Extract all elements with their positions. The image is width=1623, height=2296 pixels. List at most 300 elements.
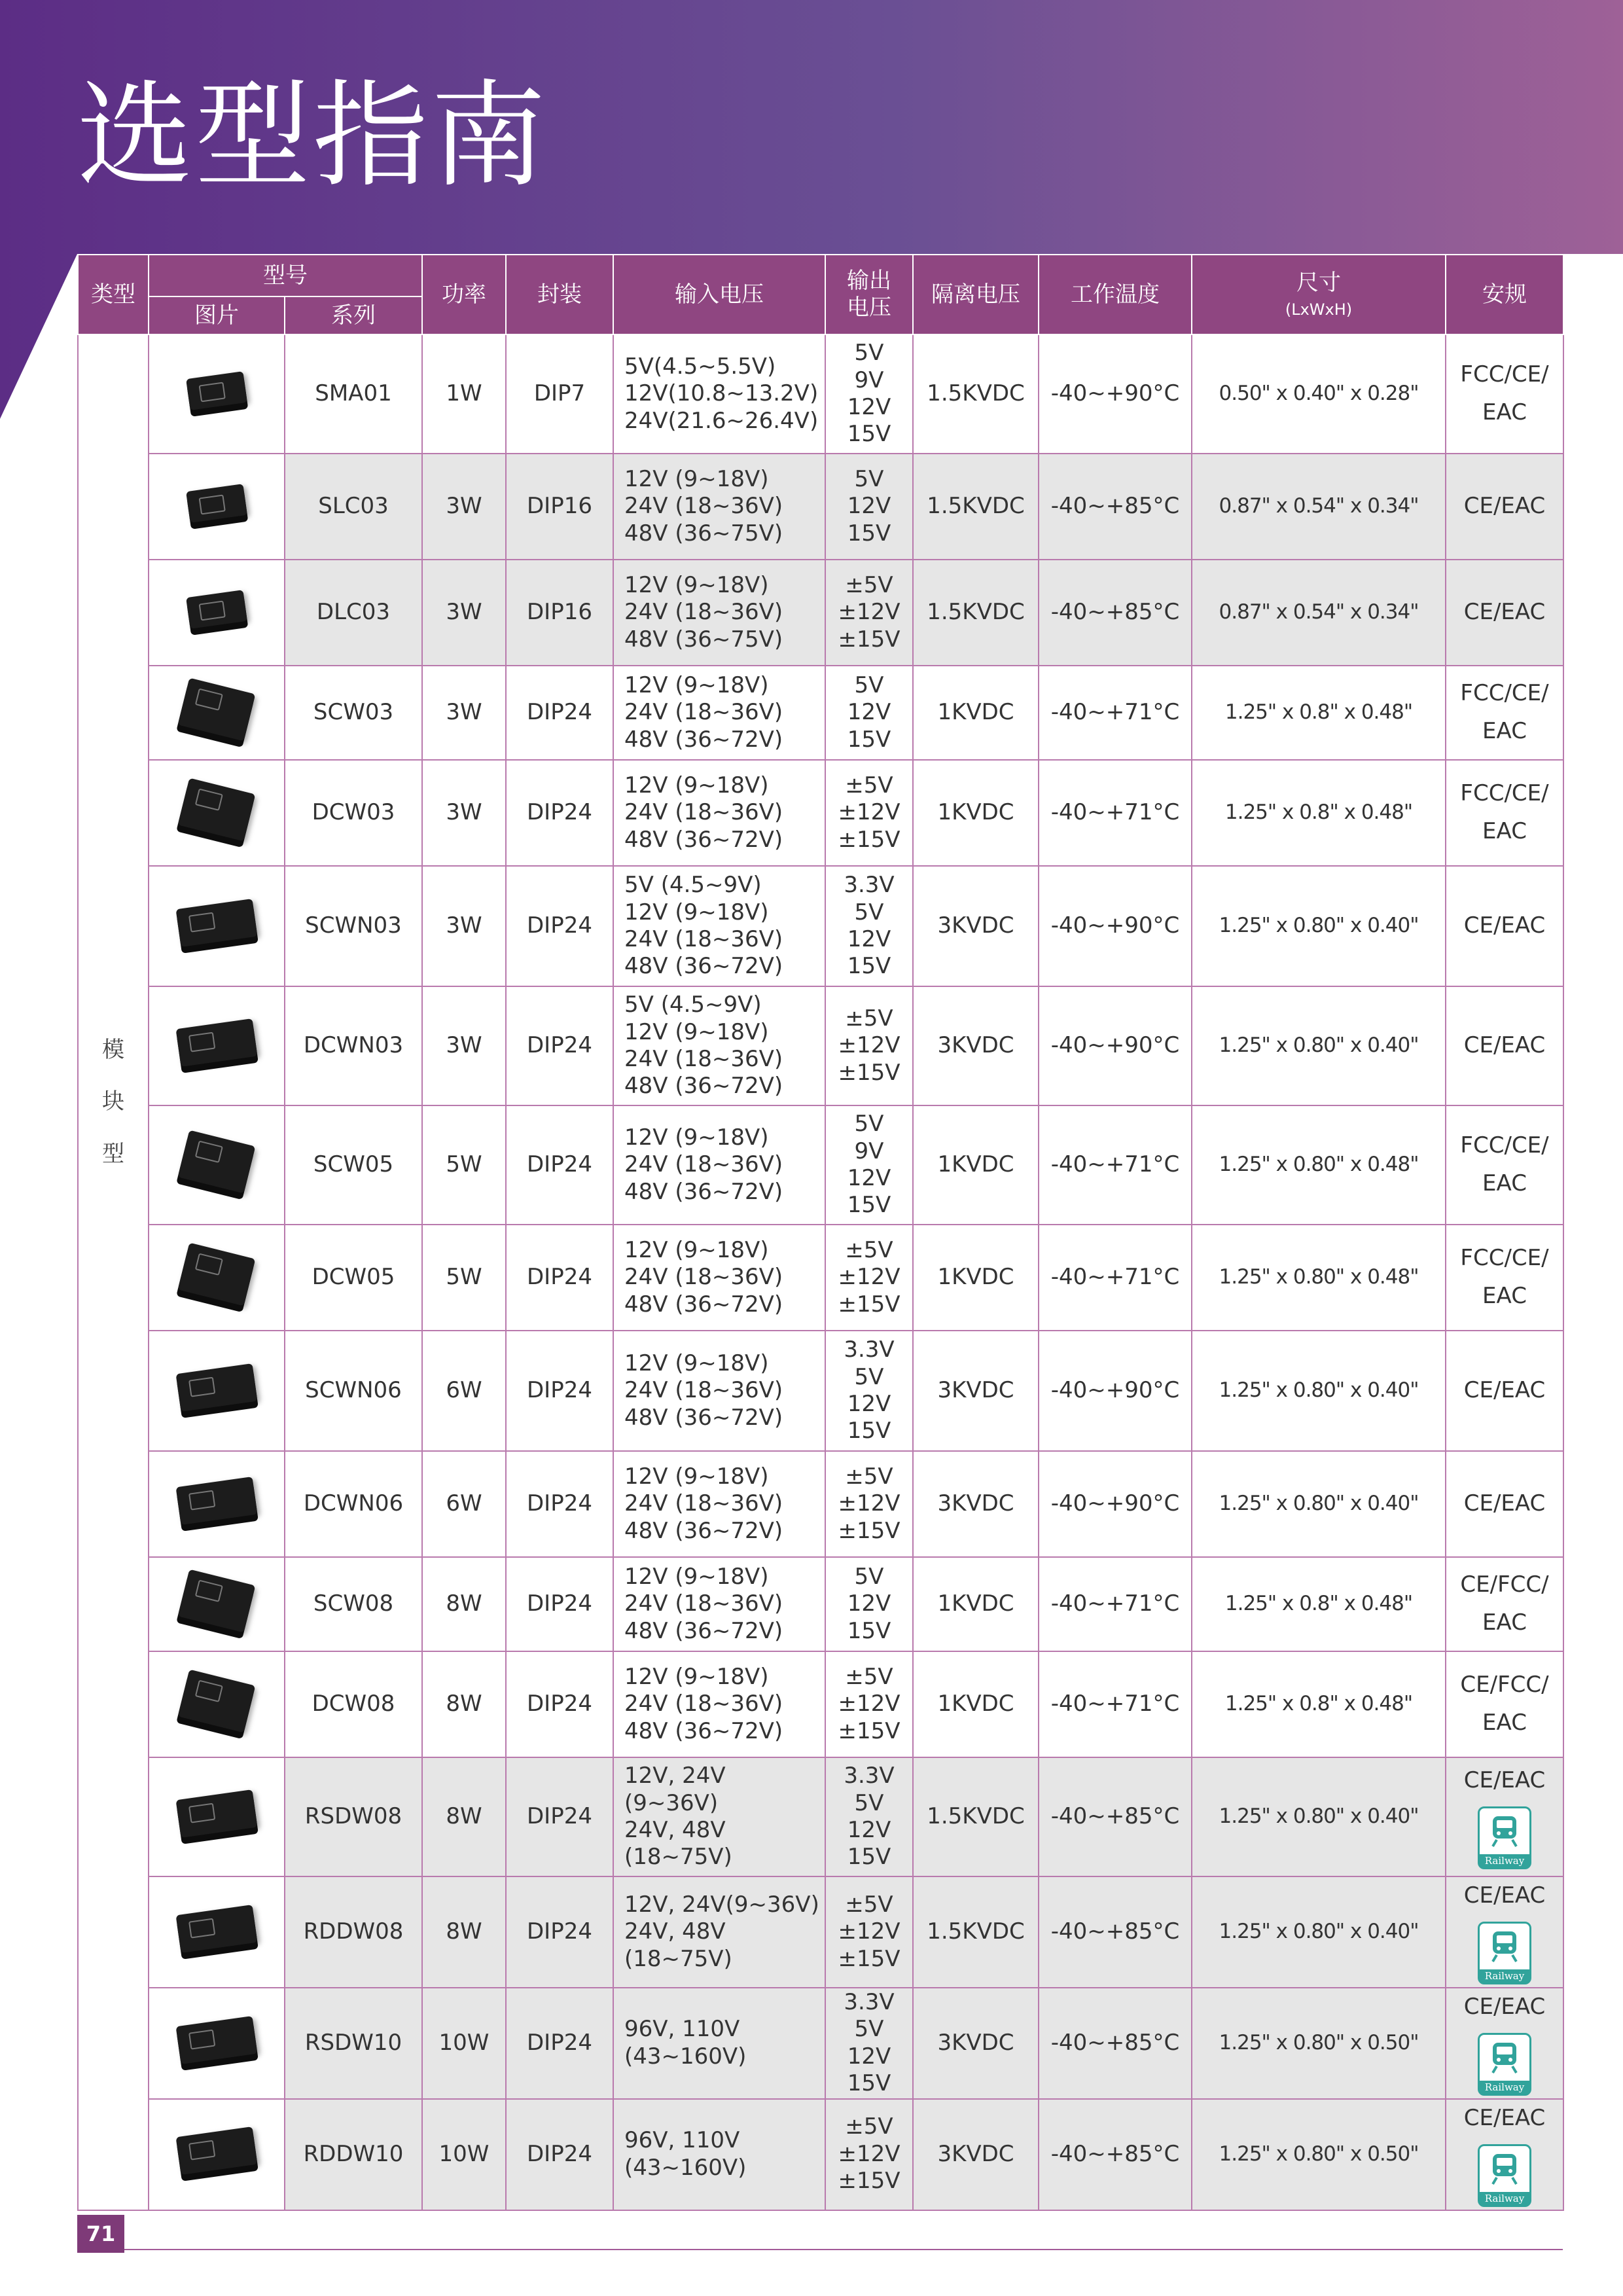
output-voltage-line: ±5V: [845, 1236, 893, 1263]
module-photo: [176, 1018, 258, 1067]
size-cell: 1.25" x 0.80" x 0.40": [1192, 1451, 1446, 1557]
input-voltage-line: 24V, 48V (18~75V): [624, 1817, 732, 1871]
power-cell: 6W: [422, 1451, 506, 1557]
temperature-cell: -40~+90°C: [1039, 1331, 1192, 1451]
safety-line: FCC/CE/: [1460, 361, 1549, 388]
output-voltage-cell: [825, 1105, 913, 1225]
product-image: [149, 454, 285, 560]
output-voltage-cell: [825, 454, 913, 560]
railway-badge: [1478, 2033, 1531, 2096]
output-voltage-cell: [825, 760, 913, 866]
safety-cell: [1446, 1988, 1563, 2099]
table-row: [78, 1105, 1563, 1225]
series-cell: DLC03: [285, 560, 422, 666]
package-cell: DIP24: [506, 986, 613, 1105]
power-cell: 8W: [422, 1876, 506, 1988]
header-size: [1192, 255, 1446, 334]
temperature-cell: -40~+90°C: [1039, 334, 1192, 454]
package-cell: DIP24: [506, 760, 613, 866]
output-voltage-line: ±12V: [838, 1032, 901, 1059]
output-voltage-line: ±15V: [838, 1717, 901, 1744]
safety-line: EAC: [1482, 818, 1527, 844]
output-voltage-line: 12V: [847, 926, 891, 952]
isolation-cell: 3KVDC: [913, 1451, 1039, 1557]
input-voltage-line: 24V (18~36V): [624, 926, 783, 952]
output-voltage-line: ±15V: [838, 626, 901, 653]
product-image: [149, 334, 285, 454]
output-voltage-cell: [825, 1331, 913, 1451]
output-voltage-line: 15V: [847, 1844, 891, 1871]
package-cell: DIP24: [506, 1557, 613, 1651]
output-voltage-line: ±15V: [838, 826, 901, 853]
temperature-cell: -40~+85°C: [1039, 2099, 1192, 2210]
header-safety: 安规: [1446, 255, 1563, 334]
isolation-cell: 1KVDC: [913, 1225, 1039, 1331]
safety-cell: [1446, 1331, 1563, 1451]
isolation-cell: 3KVDC: [913, 866, 1039, 986]
series-cell: SCW08: [285, 1557, 422, 1651]
safety-line: EAC: [1482, 399, 1527, 425]
product-image: [149, 1225, 285, 1331]
output-voltage-line: ±12V: [838, 1264, 901, 1291]
train-icon: [1489, 2041, 1520, 2075]
output-voltage-line: ±5V: [845, 1663, 893, 1690]
header-size-unit: (LxWxH): [1285, 300, 1353, 319]
table-row: [78, 1988, 1563, 2099]
temperature-cell: -40~+71°C: [1039, 1651, 1192, 1757]
safety-cell: [1446, 1105, 1563, 1225]
input-voltage-line: 5V (4.5~9V): [624, 992, 762, 1018]
module-photo: [176, 1363, 258, 1412]
product-image: [149, 2099, 285, 2210]
size-cell: 1.25" x 0.80" x 0.48": [1192, 1105, 1446, 1225]
output-voltage-cell: [825, 1557, 913, 1651]
output-voltage-line: ±5V: [845, 2113, 893, 2140]
table-row: [78, 334, 1563, 454]
series-cell: SLC03: [285, 454, 422, 560]
input-voltage-line: 48V (36~72V): [624, 726, 783, 753]
input-voltage-cell: [613, 1757, 825, 1876]
series-cell: RSDW10: [285, 1988, 422, 2099]
isolation-cell: 1KVDC: [913, 1557, 1039, 1651]
input-voltage-line: 24V(21.6~26.4V): [624, 407, 819, 434]
input-voltage-cell: [613, 866, 825, 986]
output-voltage-line: ±15V: [838, 1517, 901, 1544]
railway-label: Railway: [1480, 1854, 1529, 1867]
safety-cell: [1446, 1557, 1563, 1651]
table-row: [78, 2099, 1563, 2210]
module-photo: [176, 1789, 258, 1838]
isolation-cell: 1.5KVDC: [913, 1757, 1039, 1876]
package-cell: DIP7: [506, 334, 613, 454]
input-voltage-cell: [613, 760, 825, 866]
selection-table-container: [77, 254, 1563, 2211]
table-row: [78, 866, 1563, 986]
railway-label: Railway: [1480, 2192, 1529, 2205]
product-image: [149, 866, 285, 986]
output-voltage-line: ±12V: [838, 2140, 901, 2167]
output-voltage-line: ±5V: [845, 1891, 893, 1918]
output-voltage-line: 3.3V: [844, 1763, 895, 1789]
series-cell: SMA01: [285, 334, 422, 454]
output-voltage-line: 3.3V: [844, 1988, 895, 2015]
railway-badge: [1478, 1922, 1531, 1984]
input-voltage-cell: [613, 1557, 825, 1651]
isolation-cell: 1.5KVDC: [913, 1876, 1039, 1988]
output-voltage-line: 12V: [847, 394, 891, 420]
output-voltage-line: 5V: [854, 1363, 884, 1390]
output-voltage-line: 12V: [847, 2043, 891, 2070]
temperature-cell: -40~+85°C: [1039, 454, 1192, 560]
table-row: [78, 1331, 1563, 1451]
output-voltage-line: 5V: [854, 672, 884, 698]
size-cell: 1.25" x 0.80" x 0.48": [1192, 1225, 1446, 1331]
series-cell: RDDW08: [285, 1876, 422, 1988]
module-photo: [176, 1477, 258, 1525]
power-cell: 3W: [422, 560, 506, 666]
module-photo: [176, 2127, 258, 2176]
output-voltage-line: 12V: [847, 1391, 891, 1417]
input-voltage-line: 12V (9~18V): [624, 1124, 769, 1151]
package-cell: DIP24: [506, 666, 613, 760]
output-voltage-line: 5V: [854, 1563, 884, 1590]
output-voltage-line: ±12V: [838, 599, 901, 626]
isolation-cell: 1.5KVDC: [913, 334, 1039, 454]
train-icon: [1489, 2153, 1520, 2187]
product-image: [149, 560, 285, 666]
module-photo: [186, 371, 247, 410]
output-voltage-line: 5V: [854, 2016, 884, 2043]
input-voltage-cell: [613, 2099, 825, 2210]
module-photo: [178, 1130, 256, 1193]
series-cell: SCWN03: [285, 866, 422, 986]
input-voltage-line: 12V (9~18V): [624, 899, 769, 925]
input-voltage-line: 24V (18~36V): [624, 1490, 783, 1517]
input-voltage-line: 12V (9~18V): [624, 1463, 769, 1490]
safety-line: FCC/CE/: [1460, 780, 1549, 807]
series-cell: RSDW08: [285, 1757, 422, 1876]
output-voltage-line: 12V: [847, 1165, 891, 1191]
package-cell: DIP24: [506, 1651, 613, 1757]
input-voltage-line: 12V (9~18V): [624, 465, 769, 492]
input-voltage-line: (43~160V): [624, 2154, 747, 2181]
product-image: [149, 1876, 285, 1988]
output-voltage-cell: [825, 866, 913, 986]
power-cell: 8W: [422, 1757, 506, 1876]
series-cell: DCW05: [285, 1225, 422, 1331]
output-voltage-line: ±5V: [845, 1005, 893, 1031]
safety-line: CE/EAC: [1463, 1490, 1546, 1517]
product-image: [149, 1757, 285, 1876]
input-voltage-line: 48V (36~72V): [624, 1404, 783, 1431]
package-cell: DIP24: [506, 866, 613, 986]
temperature-cell: -40~+85°C: [1039, 1757, 1192, 1876]
safety-line: EAC: [1482, 1170, 1527, 1196]
power-cell: 5W: [422, 1105, 506, 1225]
size-cell: 0.87" x 0.54" x 0.34": [1192, 560, 1446, 666]
package-cell: DIP24: [506, 1876, 613, 1988]
temperature-cell: -40~+85°C: [1039, 1876, 1192, 1988]
input-voltage-line: 48V (36~72V): [624, 1073, 783, 1100]
power-cell: 8W: [422, 1557, 506, 1651]
table-row: [78, 454, 1563, 560]
table-row: [78, 560, 1563, 666]
safety-cell: [1446, 1651, 1563, 1757]
output-voltage-line: 15V: [847, 421, 891, 448]
size-cell: 1.25" x 0.8" x 0.48": [1192, 666, 1446, 760]
train-icon: [1489, 1930, 1520, 1964]
series-cell: DCWN03: [285, 986, 422, 1105]
input-voltage-line: 48V (36~72V): [624, 1517, 783, 1544]
module-photo: [178, 1242, 256, 1306]
table-row: [78, 1757, 1563, 1876]
table-row: [78, 1651, 1563, 1757]
safety-line: EAC: [1482, 718, 1527, 744]
output-voltage-line: 12V: [847, 1817, 891, 1843]
output-voltage-line: 15V: [847, 1617, 891, 1644]
input-voltage-line: 24V (18~36V): [624, 1590, 783, 1617]
type-cell: [78, 334, 149, 2210]
selection-table: [77, 254, 1564, 2211]
header-output-voltage-label: 输出电压: [847, 268, 891, 321]
output-voltage-line: ±12V: [838, 1691, 901, 1717]
temperature-cell: -40~+71°C: [1039, 666, 1192, 760]
output-voltage-cell: [825, 1876, 913, 1988]
safety-line: EAC: [1482, 1609, 1527, 1636]
header-temperature: 工作温度: [1039, 255, 1192, 334]
safety-line: CE/EAC: [1463, 1377, 1546, 1404]
isolation-cell: 3KVDC: [913, 1988, 1039, 2099]
input-voltage-line: 12V, 24V (9~36V): [624, 1763, 726, 1816]
isolation-cell: 1.5KVDC: [913, 560, 1039, 666]
power-cell: 3W: [422, 986, 506, 1105]
isolation-cell: 1KVDC: [913, 1105, 1039, 1225]
package-cell: DIP24: [506, 1105, 613, 1225]
input-voltage-cell: [613, 1988, 825, 2099]
product-image: [149, 666, 285, 760]
package-cell: DIP16: [506, 454, 613, 560]
input-voltage-line: 24V (18~36V): [624, 599, 783, 626]
isolation-cell: 3KVDC: [913, 1331, 1039, 1451]
safety-line: CE/FCC/: [1460, 1571, 1549, 1598]
input-voltage-cell: [613, 666, 825, 760]
input-voltage-line: 12V, 24V(9~36V): [624, 1891, 819, 1918]
input-voltage-line: 24V (18~36V): [624, 1377, 783, 1404]
input-voltage-cell: [613, 1331, 825, 1451]
railway-label: Railway: [1480, 1969, 1529, 1982]
safety-line: CE/EAC: [1463, 2104, 1546, 2131]
input-voltage-cell: [613, 1451, 825, 1557]
safety-cell: [1446, 1225, 1563, 1331]
isolation-cell: 1KVDC: [913, 1651, 1039, 1757]
temperature-cell: -40~+71°C: [1039, 760, 1192, 866]
input-voltage-line: 48V (36~72V): [624, 1178, 783, 1205]
table-row: [78, 1451, 1563, 1557]
safety-line: CE/EAC: [1463, 1882, 1546, 1909]
safety-cell: [1446, 666, 1563, 760]
power-cell: 3W: [422, 666, 506, 760]
input-voltage-line: 96V, 110V: [624, 2016, 740, 2043]
isolation-cell: 1KVDC: [913, 666, 1039, 760]
size-cell: 1.25" x 0.80" x 0.40": [1192, 866, 1446, 986]
input-voltage-line: (43~160V): [624, 2043, 747, 2070]
module-photo: [176, 2016, 258, 2064]
output-voltage-cell: [825, 1225, 913, 1331]
output-voltage-line: 5V: [854, 1111, 884, 1138]
input-voltage-line: 12V (9~18V): [624, 1563, 769, 1590]
header-type: 类型: [78, 255, 149, 334]
output-voltage-line: 5V: [854, 899, 884, 925]
product-image: [149, 1557, 285, 1651]
output-voltage-line: 12V: [847, 699, 891, 726]
footer-rule: [77, 2249, 1563, 2250]
package-cell: DIP24: [506, 1757, 613, 1876]
product-image: [149, 1988, 285, 2099]
package-cell: DIP16: [506, 560, 613, 666]
input-voltage-cell: [613, 454, 825, 560]
output-voltage-cell: [825, 2099, 913, 2210]
type-label-char: 型: [102, 1140, 124, 1167]
output-voltage-cell: [825, 1451, 913, 1557]
temperature-cell: -40~+90°C: [1039, 1451, 1192, 1557]
input-voltage-cell: [613, 334, 825, 454]
safety-cell: [1446, 454, 1563, 560]
output-voltage-line: 15V: [847, 520, 891, 547]
railway-label: Railway: [1480, 2081, 1529, 2094]
output-voltage-line: 3.3V: [844, 872, 895, 899]
output-voltage-line: ±5V: [845, 571, 893, 598]
page-title: 选型指南: [77, 69, 549, 203]
input-voltage-line: 12V (9~18V): [624, 672, 769, 698]
input-voltage-line: 96V, 110V: [624, 2127, 740, 2154]
input-voltage-line: 48V (36~72V): [624, 1617, 783, 1644]
header-model: 型号: [149, 255, 422, 296]
module-photo: [178, 1669, 256, 1732]
safety-line: CE/EAC: [1463, 493, 1546, 520]
safety-line: FCC/CE/: [1460, 1245, 1549, 1272]
header-input-voltage: 输入电压: [613, 255, 825, 334]
safety-line: CE/EAC: [1463, 599, 1546, 626]
output-voltage-line: ±15V: [838, 2168, 901, 2195]
power-cell: 3W: [422, 760, 506, 866]
safety-line: FCC/CE/: [1460, 1132, 1549, 1159]
train-icon: [1489, 1815, 1520, 1849]
package-cell: DIP24: [506, 2099, 613, 2210]
size-cell: 1.25" x 0.8" x 0.48": [1192, 760, 1446, 866]
safety-cell: [1446, 986, 1563, 1105]
header-size-label: 尺寸: [1296, 270, 1341, 296]
input-voltage-line: 24V, 48V (18~75V): [624, 1918, 732, 1972]
series-cell: DCW08: [285, 1651, 422, 1757]
isolation-cell: 1.5KVDC: [913, 454, 1039, 560]
input-voltage-line: 12V (9~18V): [624, 1018, 769, 1045]
module-photo: [178, 677, 256, 741]
type-label-char: 块: [102, 1088, 124, 1115]
safety-line: CE/EAC: [1463, 1767, 1546, 1794]
series-cell: RDDW10: [285, 2099, 422, 2210]
output-voltage-line: ±15V: [838, 1291, 901, 1318]
output-voltage-line: 5V: [854, 340, 884, 367]
product-image: [149, 760, 285, 866]
series-cell: DCW03: [285, 760, 422, 866]
input-voltage-line: 24V (18~36V): [624, 699, 783, 726]
temperature-cell: -40~+71°C: [1039, 1557, 1192, 1651]
input-voltage-line: 24V (18~36V): [624, 493, 783, 520]
safety-line: EAC: [1482, 1283, 1527, 1309]
output-voltage-line: ±5V: [845, 772, 893, 798]
output-voltage-line: 9V: [854, 1138, 884, 1164]
table-row: [78, 986, 1563, 1105]
output-voltage-cell: [825, 1757, 913, 1876]
temperature-cell: -40~+90°C: [1039, 986, 1192, 1105]
output-voltage-line: 15V: [847, 2070, 891, 2097]
module-photo: [186, 590, 247, 629]
input-voltage-line: 24V (18~36V): [624, 799, 783, 826]
output-voltage-line: 9V: [854, 367, 884, 393]
temperature-cell: -40~+85°C: [1039, 560, 1192, 666]
output-voltage-line: 15V: [847, 953, 891, 980]
header-power: 功率: [422, 255, 506, 334]
input-voltage-line: 12V (9~18V): [624, 571, 769, 598]
input-voltage-line: 5V(4.5~5.5V): [624, 353, 776, 380]
output-voltage-line: 12V: [847, 493, 891, 520]
power-cell: 1W: [422, 334, 506, 454]
size-cell: 1.25" x 0.8" x 0.48": [1192, 1557, 1446, 1651]
output-voltage-line: ±5V: [845, 1463, 893, 1490]
module-photo: [186, 484, 247, 523]
output-voltage-line: ±12V: [838, 1918, 901, 1945]
output-voltage-cell: [825, 1988, 913, 2099]
product-image: [149, 1105, 285, 1225]
input-voltage-line: 12V (9~18V): [624, 772, 769, 798]
size-cell: 1.25" x 0.80" x 0.40": [1192, 986, 1446, 1105]
input-voltage-cell: [613, 1225, 825, 1331]
power-cell: 5W: [422, 1225, 506, 1331]
input-voltage-line: 48V (36~72V): [624, 1717, 783, 1744]
module-photo: [176, 899, 258, 947]
safety-line: CE/EAC: [1463, 1032, 1546, 1059]
input-voltage-line: 24V (18~36V): [624, 1264, 783, 1291]
table-row: [78, 760, 1563, 866]
product-image: [149, 1331, 285, 1451]
table-row: [78, 1876, 1563, 1988]
input-voltage-line: 12V (9~18V): [624, 1350, 769, 1376]
package-cell: DIP24: [506, 1451, 613, 1557]
input-voltage-line: 24V (18~36V): [624, 1151, 783, 1178]
power-cell: 8W: [422, 1651, 506, 1757]
output-voltage-cell: [825, 1651, 913, 1757]
input-voltage-line: 12V (9~18V): [624, 1663, 769, 1690]
module-photo: [178, 778, 256, 841]
safety-cell: [1446, 1757, 1563, 1876]
input-voltage-line: 48V (36~72V): [624, 953, 783, 980]
output-voltage-line: ±12V: [838, 1490, 901, 1517]
size-cell: 1.25" x 0.80" x 0.50": [1192, 2099, 1446, 2210]
safety-line: CE/EAC: [1463, 912, 1546, 939]
power-cell: 3W: [422, 866, 506, 986]
input-voltage-line: 12V(10.8~13.2V): [624, 380, 819, 407]
header-package: 封装: [506, 255, 613, 334]
header-picture: 图片: [149, 296, 285, 334]
output-voltage-line: 15V: [847, 1192, 891, 1219]
size-cell: 1.25" x 0.80" x 0.40": [1192, 1757, 1446, 1876]
isolation-cell: 1KVDC: [913, 760, 1039, 866]
power-cell: 10W: [422, 1988, 506, 2099]
output-voltage-line: 12V: [847, 1590, 891, 1617]
safety-cell: [1446, 560, 1563, 666]
package-cell: DIP24: [506, 1331, 613, 1451]
output-voltage-line: ±12V: [838, 799, 901, 826]
